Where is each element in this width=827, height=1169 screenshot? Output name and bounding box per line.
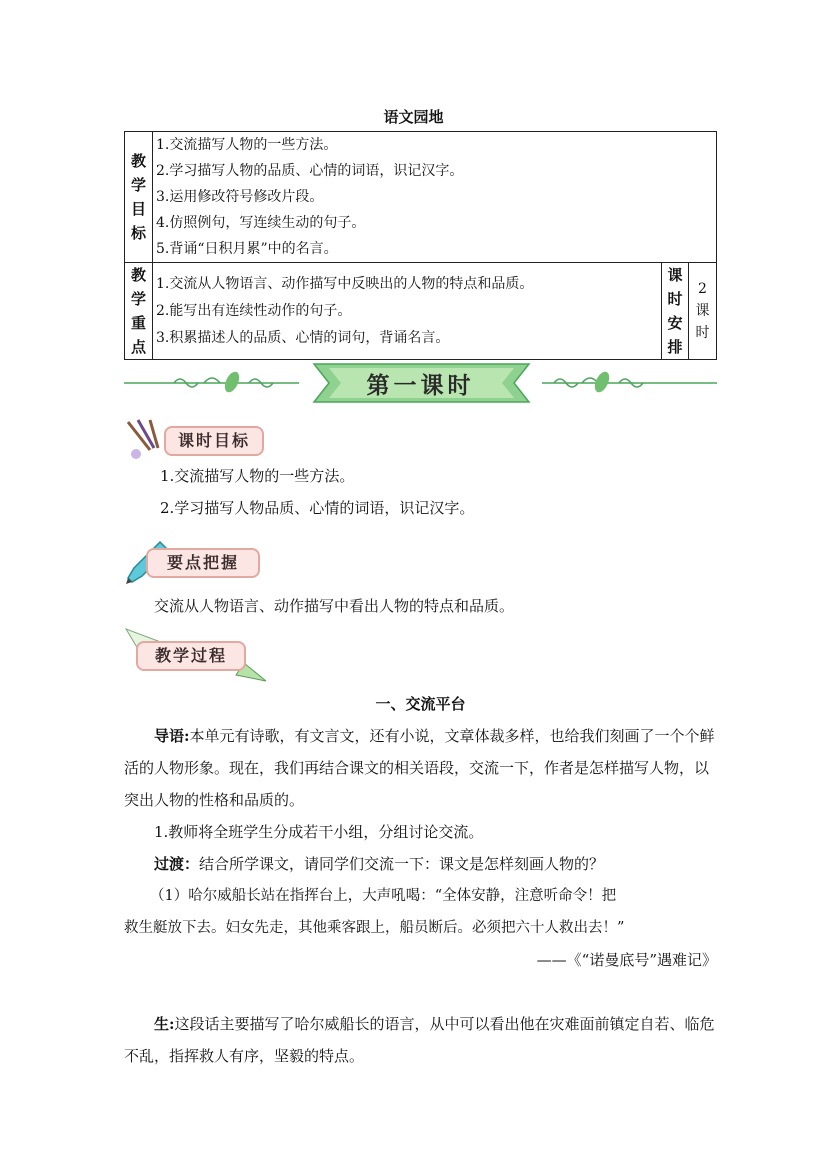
lesson-banner: [124, 362, 717, 408]
schedule-value: 2课时: [695, 281, 710, 341]
objectives-header: [125, 132, 153, 263]
objective-item: 3.运用修改符号修改片段。: [156, 189, 324, 205]
objectives-list: [124, 460, 717, 524]
objective-line: 1.交流描写人物的一些方法。: [160, 467, 355, 485]
intro-paragraph: [124, 720, 717, 816]
document-title: 语文园地: [383, 108, 444, 126]
objective-item: 2.学习描写人物的品质、心情的词语，识记汉字。: [156, 163, 464, 179]
focus-item: 1.交流从人物语言、动作描写中反映出的人物的特点和品质。: [156, 275, 534, 292]
transition-label: 过渡：: [154, 855, 200, 873]
focus-header: [125, 263, 153, 360]
keypoints-badge: [124, 538, 264, 584]
objective-line: 2.学习描写人物品质、心情的词语，识记汉字。: [160, 499, 475, 517]
schedule-header: [662, 263, 689, 360]
objectives-cell: [153, 132, 717, 263]
quote-line-2: 救生艇放下去。妇女先走，其他乘客跟上，船员断后。必须把六十人救出去！”: [124, 920, 625, 936]
focus-label: 教学重点: [131, 266, 147, 356]
student-paragraph: [124, 1008, 717, 1072]
step1-text: 1.教师将全班学生分成若干小组，分组讨论交流。: [154, 823, 484, 841]
transition-paragraph: [124, 848, 717, 880]
objective-item: 1.交流描写人物的一些方法。: [156, 137, 338, 153]
quote-source: ——《“诺曼底号”遇难记》: [536, 951, 717, 969]
student-text: 这段话主要描写了哈尔威船长的语言，从中可以看出他在灾难面前镇定自若、临危不乱，指挥救人有序，坚毅的特点。: [124, 1015, 715, 1065]
objective-item: 4.仿照例句，写连续生动的句子。: [156, 215, 366, 231]
process-badge: [124, 627, 269, 683]
objectives-badge-label: 课时目标: [164, 426, 264, 456]
intro-label: 导语:: [154, 727, 190, 745]
schedule-label: 课时安排: [667, 266, 683, 356]
schedule-value-cell: [689, 263, 717, 360]
keypoints-text: 交流从人物语言、动作描写中看出人物的特点和品质。: [154, 597, 515, 615]
focus-cell: [153, 263, 662, 360]
intro-text: 本单元有诗歌，有文言文，还有小说，文章体裁多样，也给我们刻画了一个个鲜活的人物形象。现在，我们再结合课文的相关语段，交流一下，作者是怎样描写人物，以突出人物的性格和品质的。: [124, 727, 715, 809]
banner-title: 第一课时: [366, 372, 475, 399]
keypoints-badge-label: 要点把握: [146, 548, 260, 578]
quote-line-1: （1）哈尔威船长站在指挥台上，大声吼喝：“全体安静，注意听命令！把: [150, 888, 617, 904]
objectives-label: 教学目标: [131, 152, 147, 242]
process-heading: 一、交流平台: [375, 695, 466, 713]
focus-item: 2.能写出有连续性动作的句子。: [156, 302, 352, 319]
objective-item: 5.背诵“日积月累”中的名言。: [156, 241, 338, 257]
process-badge-label: 教学过程: [136, 641, 246, 671]
focus-item: 3.积累描述人的品质、心情的词句，背诵名言。: [156, 329, 450, 346]
objectives-badge: [124, 418, 269, 462]
student-label: 生:: [154, 1015, 175, 1033]
transition-text: 结合所学课文，请同学们交流一下：课文是怎样刻画人物的？: [199, 855, 605, 873]
lesson-plan-table: [124, 131, 717, 360]
